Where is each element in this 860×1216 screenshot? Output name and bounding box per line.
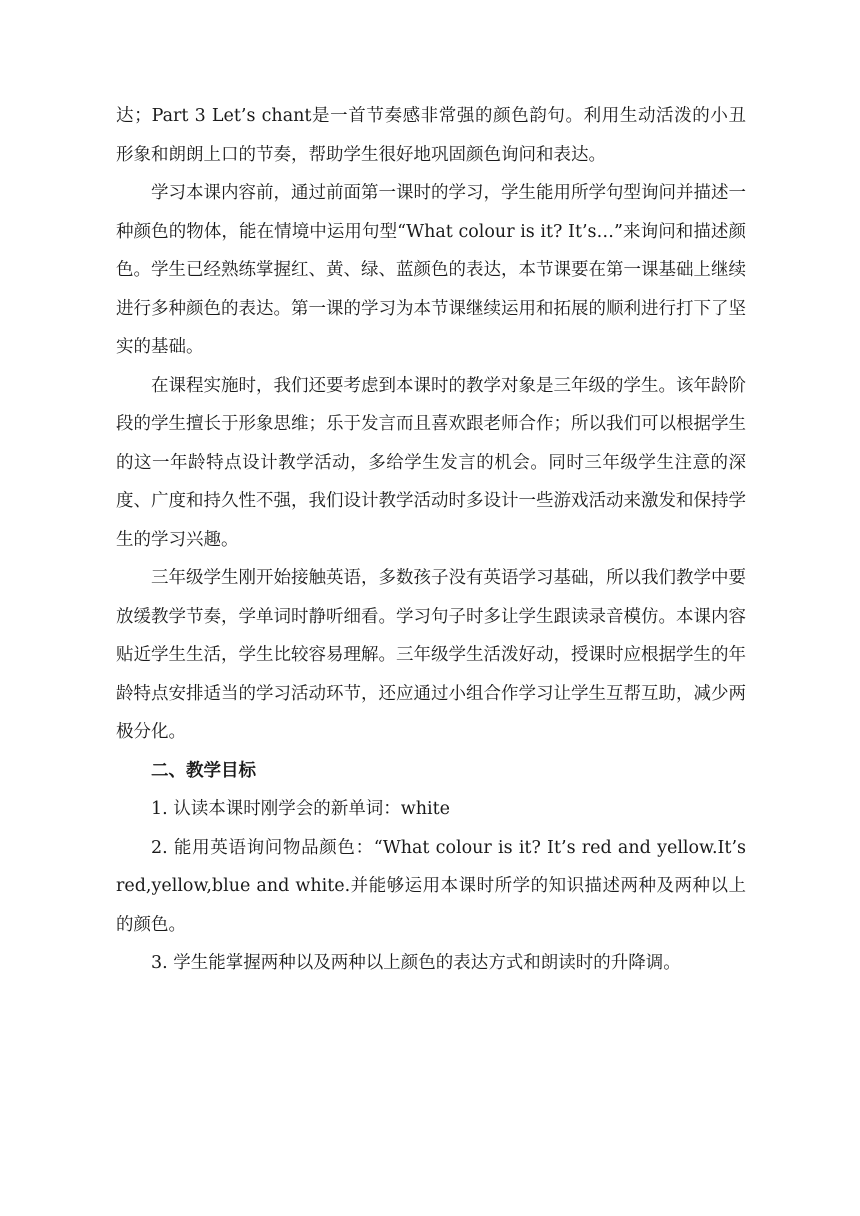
objective-item: 3. 学生能掌握两种以及两种以上颜色的表达方式和朗读时的升降调。 xyxy=(151,953,681,973)
paragraph-teaching-approach: 三年级学生刚开始接触英语，多数孩子没有英语学习基础，所以我们教学中要放缓教学节奏，学单词时静听细看。学习句子时多让学生跟读录音模仿。本课内容贴近学生生活，学生比较容易理解。三年级学生活泼好动，授课时应根据学生的年龄特点安排适当的学习活动环节，还应通过小组合作学习让学生互帮互助，减少两极分化。 xyxy=(116,568,746,742)
objective-item: 1. 认读本课时刚学会的新单词：white xyxy=(151,799,450,819)
section-heading: 二、教学目标 xyxy=(151,760,256,781)
paragraph-learner-analysis: 在课程实施时，我们还要考虑到本课时的教学对象是三年级的学生。该年龄阶段的学生擅长于形象思维；乐于发言而且喜欢跟老师合作；所以我们可以根据学生的这一年龄特点设计教学活动，多给学生发言的机会。同时三年级学生注意的深度、广度和持久性不强，我们设计教学活动时多设计一些游戏活动来激发和保持学生的学习兴趣。 xyxy=(116,375,746,550)
document-body xyxy=(116,97,746,983)
paragraph-prior-learning: 学习本课内容前，通过前面第一课时的学习，学生能用所学句型询问并描述一种颜色的物体，能在情境中运用句型“What colour is it? It’s…”来询问和描述颜色。学生已经熟练掌握红、黄、绿、蓝颜色的表达，本节课要在第一课基础上继续进行多种颜色的表达。第一课的学习为本节课继续运用和拓展的顺利进行打下了坚实的基础。 xyxy=(116,183,746,357)
objective-item: 2. 能用英语询问物品颜色：“What colour is it? It’s red and yellow.It’s red,yellow,blue and white.并能够运用本课时所学的知识描述两种及两种以上的颜色。 xyxy=(116,837,746,935)
paragraph-continuation: 达；Part 3 Let’s chant是一首节奏感非常强的颜色韵句。利用生动活泼的小丑形象和朗朗上口的节奏，帮助学生很好地巩固颜色询问和表达。 xyxy=(116,106,746,165)
